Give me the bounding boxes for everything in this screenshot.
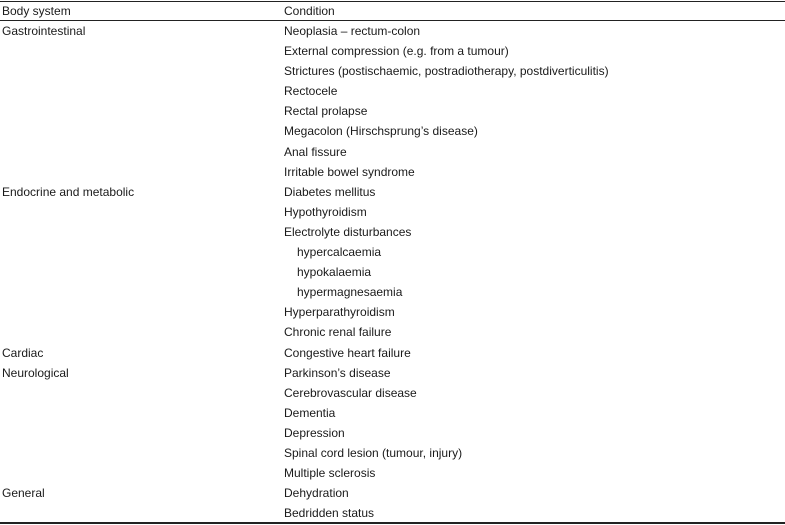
table-row: [0, 121, 785, 141]
condition-cell: Congestive heart failure: [284, 345, 411, 360]
condition-cell: Cerebrovascular disease: [284, 385, 417, 400]
table-row: [0, 403, 785, 423]
table-row: [0, 503, 785, 523]
table-header-row: [0, 2, 785, 20]
table-row: [0, 21, 785, 41]
condition-cell: Electrolyte disturbances: [284, 224, 412, 239]
table-row: [0, 343, 785, 363]
condition-cell: Spinal cord lesion (tumour, injury): [284, 445, 463, 460]
table-row: [0, 162, 785, 182]
table-row: [0, 302, 785, 322]
condition-cell: Dehydration: [284, 486, 349, 501]
table-body: [0, 21, 785, 523]
body-system-cell: Cardiac: [2, 345, 44, 360]
condition-cell: External compression (e.g. from a tumour): [284, 44, 509, 59]
condition-cell: Hyperparathyroidism: [284, 305, 395, 320]
condition-cell: Parkinson’s disease: [284, 365, 391, 380]
table-row: [0, 383, 785, 403]
table-row: [0, 81, 785, 101]
condition-cell: hypokalaemia: [297, 265, 372, 280]
condition-cell: Multiple sclerosis: [284, 466, 376, 481]
condition-cell: Rectal prolapse: [284, 104, 368, 119]
body-system-cell: General: [2, 486, 45, 501]
condition-cell: Chronic renal failure: [284, 325, 392, 340]
table-row: [0, 363, 785, 383]
body-system-cell: Gastrointestinal: [2, 24, 86, 38]
body-system-cell: Neurological: [2, 365, 69, 380]
table-row: [0, 483, 785, 503]
table-row: [0, 41, 785, 61]
table-row: [0, 443, 785, 463]
condition-cell: hypercalcaemia: [297, 245, 382, 260]
condition-cell: Diabetes mellitus: [284, 184, 376, 199]
header-condition: Condition: [284, 4, 335, 18]
table-row: [0, 282, 785, 302]
table-row: [0, 222, 785, 242]
condition-cell: hypermagnesaemia: [297, 285, 403, 300]
condition-cell: Strictures (postischaemic, postradiotherapy, postdiverticulitis): [284, 64, 609, 79]
table-row: [0, 463, 785, 483]
condition-cell: Megacolon (Hirschsprung’s disease): [284, 124, 478, 139]
table-bottom-rule: [0, 522, 785, 524]
condition-cell: Depression: [284, 425, 345, 440]
condition-cell: Bedridden status: [284, 506, 375, 521]
table-row: [0, 61, 785, 81]
table-row: [0, 262, 785, 282]
table-row: [0, 322, 785, 342]
condition-cell: Rectocele: [284, 84, 338, 99]
table-row: [0, 142, 785, 162]
condition-cell: Hypothyroidism: [284, 204, 367, 219]
table-row: [0, 101, 785, 121]
condition-cell: Anal fissure: [284, 144, 347, 159]
body-system-cell: Endocrine and metabolic: [2, 184, 135, 199]
condition-cell: Dementia: [284, 405, 336, 420]
table-row: [0, 242, 785, 262]
table-row: [0, 182, 785, 202]
condition-cell: Neoplasia – rectum-colon: [284, 24, 421, 38]
table-row: [0, 423, 785, 443]
condition-cell: Irritable bowel syndrome: [284, 164, 415, 179]
table-row: [0, 202, 785, 222]
header-body-system: Body system: [2, 4, 71, 18]
